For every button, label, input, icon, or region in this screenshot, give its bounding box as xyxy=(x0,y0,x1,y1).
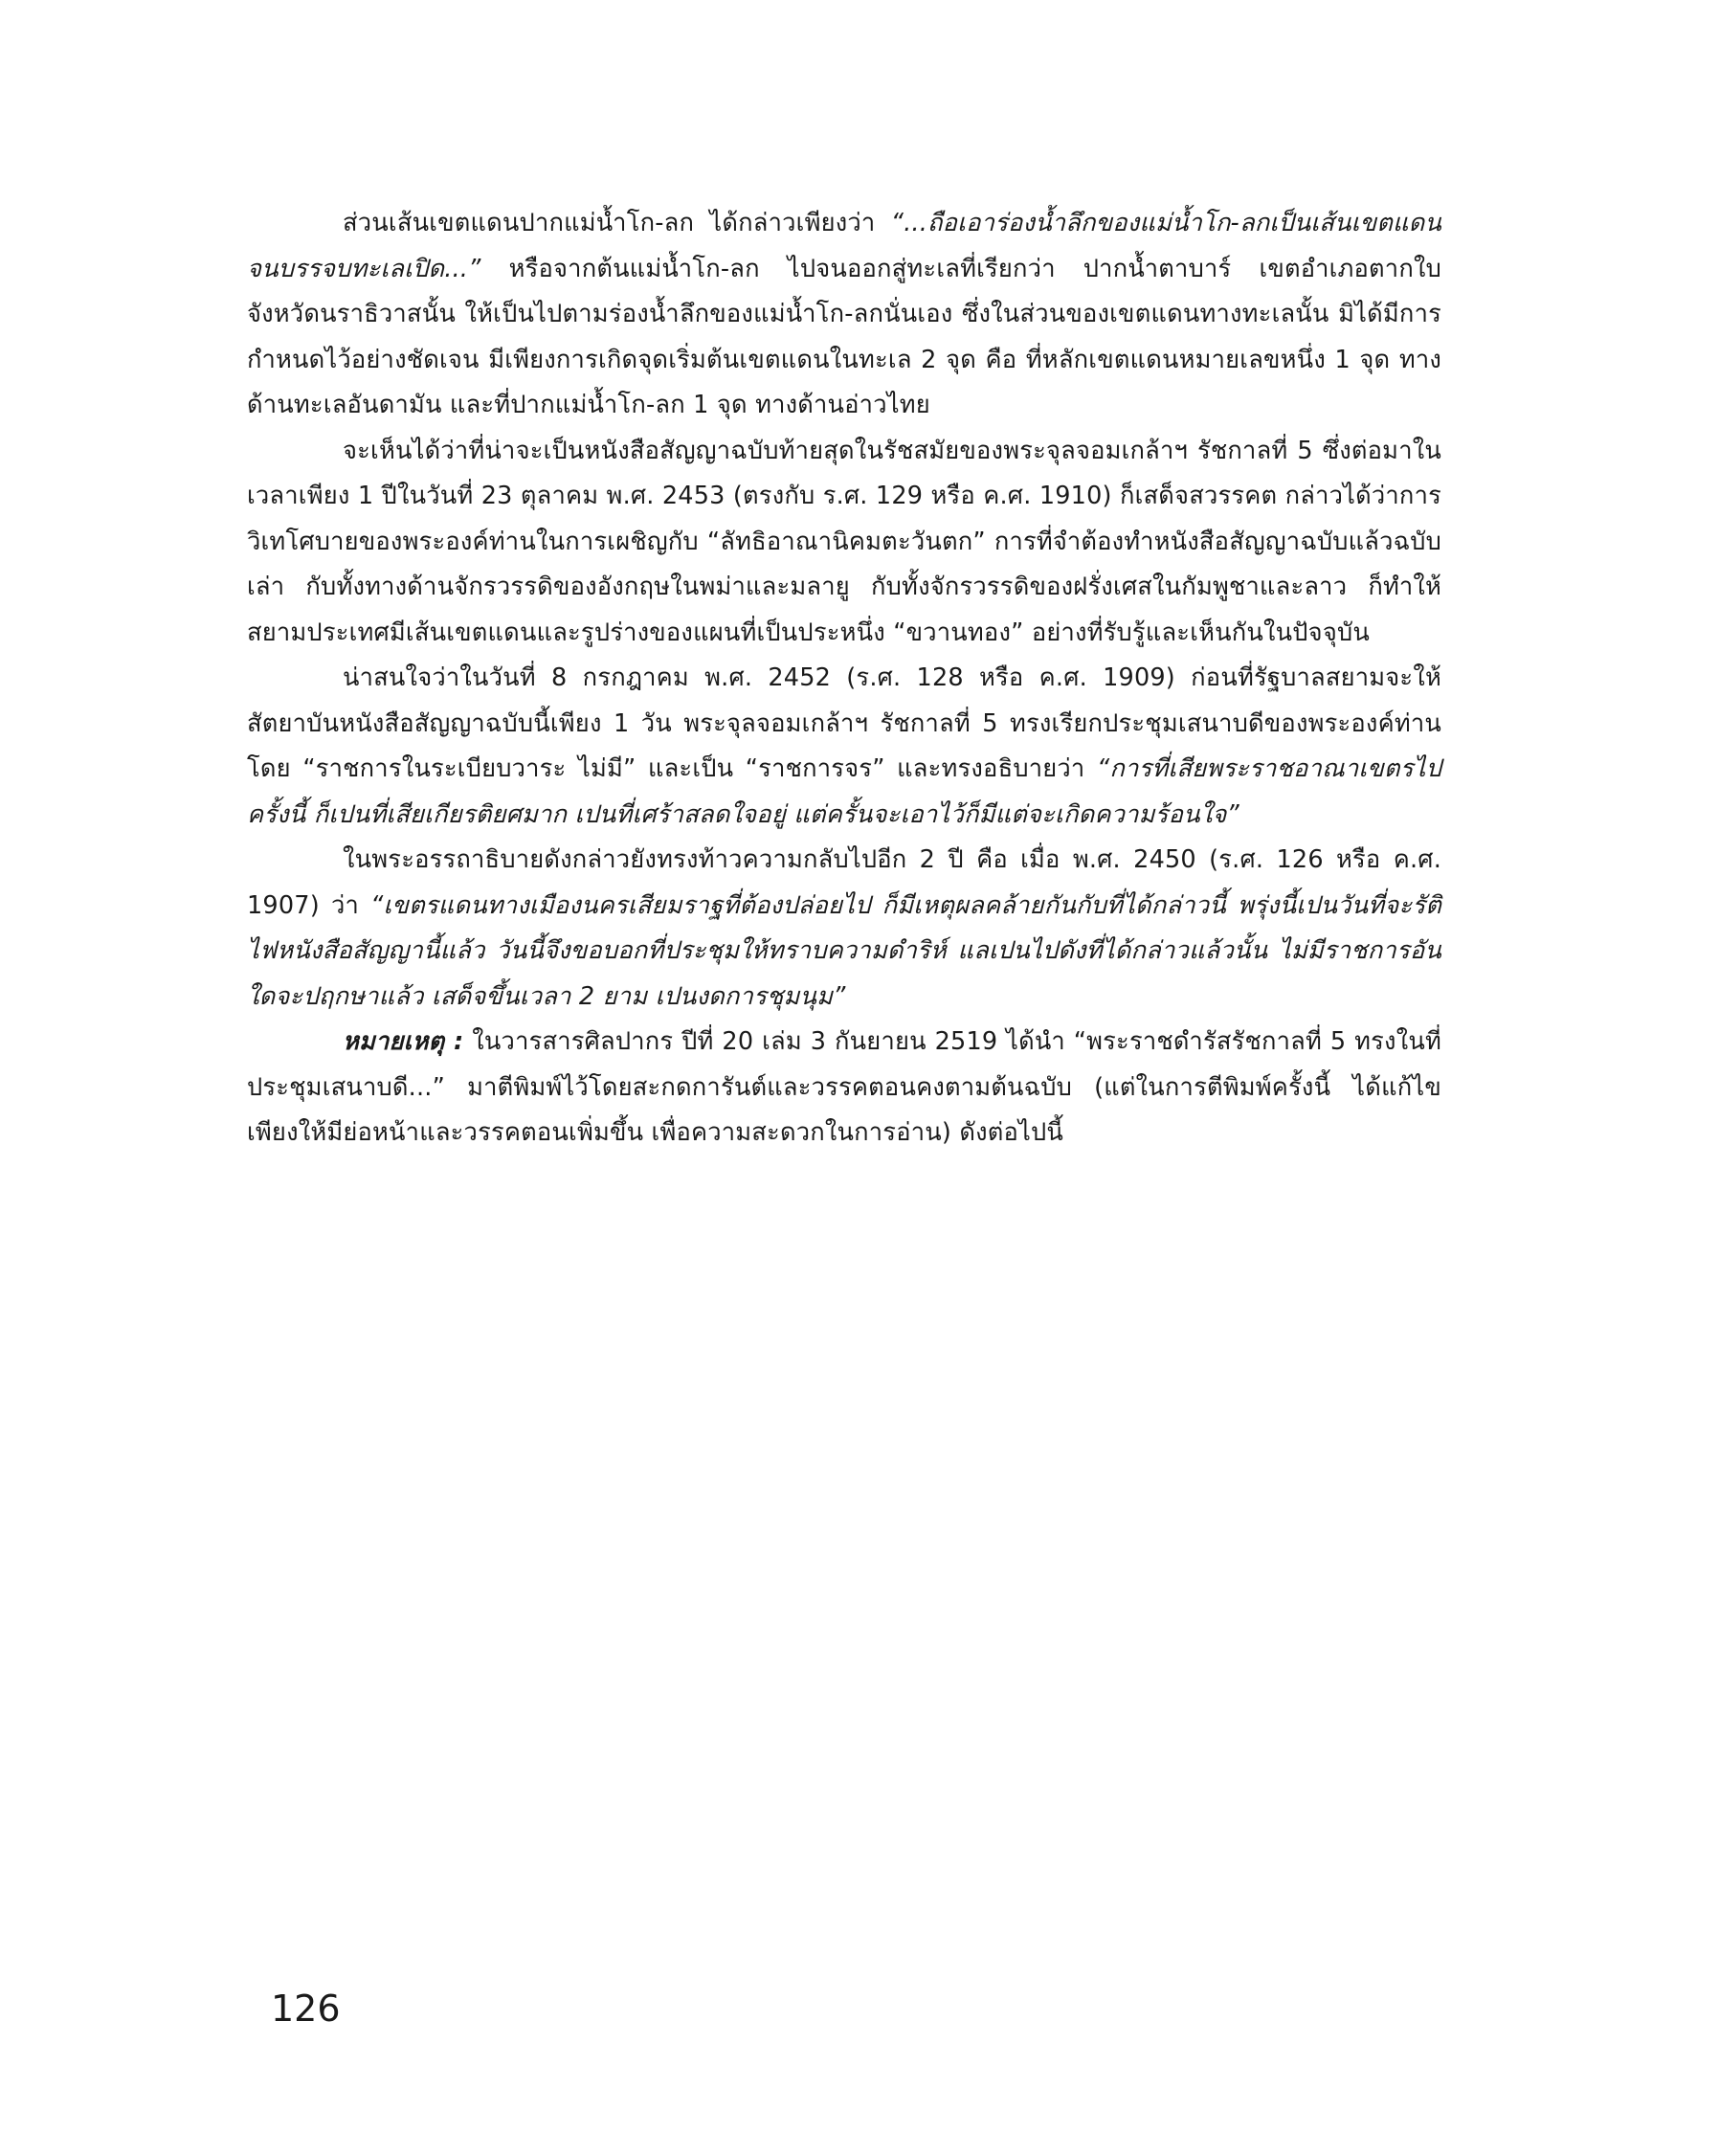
paragraph-last-treaty xyxy=(247,429,1441,657)
paragraph-note xyxy=(247,1020,1441,1157)
quote-italic: “เขตรแดนทางเมืองนครเสียมราฐที่ต้องปล่อยไป ก็มีเหตุผลคล้ายกันกับที่ได้กล่าวนี้ พรุ่งนี้เปนวันที่จะรัติไฟหนังสือสัญญานี้แล้ว วันนี้จึงขอบอกที่ประชุมให้ทราบความดำริห์ แลเปนไปดังที่ได้กล่าวแล้วนั้น ไม่มีราชการอันใดจะปฤกษาแล้ว เสด็จขึ้นเวลา 2 ยาม เปนงดการชุมนุม” xyxy=(247,890,1441,1011)
paragraph-council-meeting xyxy=(247,656,1441,838)
paragraph-text: ในวารสารศิลปากร ปีที่ 20 เล่ม 3 กันยายน 2519 ได้นำ “พระราชดำรัสรัชกาลที่ 5 ทรงในที่ประชุมเสนาบดี...” มาตีพิมพ์ไว้โดยสะกดการันต์และวรรคตอนคงตามต้นฉบับ (แต่ในการตีพิมพ์ครั้งนี้ ได้แก้ไขเพียงให้มีย่อหน้าและวรรคตอนเพิ่มขึ้น เพื่อความสะดวกในการอ่าน) ดังต่อไปนี้ xyxy=(247,1027,1442,1147)
paragraph-text: หรือจากต้นแม่น้ำโก-ลก ไปจนออกสู่ทะเลที่เรียกว่า ปากน้ำตาบาร์ เขตอำเภอตากใบ จังหวัดนราธิวาสนั้น ให้เป็นไปตามร่องน้ำลึกของแม่น้ำโก-ลกนั่นเอง ซึ่งในส่วนของเขตแดนทางทะเลนั้น มิได้มีการกำหนดไว้อย่างชัดเจน มีเพียงการเกิดจุดเริ่มต้นเขตแดนในทะเล 2 จุด คือ ที่หลักเขตแดนหมายเลขหนึ่ง 1 จุด ทางด้านทะเลอันดามัน และที่ปากแม่น้ำโก-ลก 1 จุด ทางด้านอ่าวไทย xyxy=(247,254,1441,419)
paragraph-golok-boundary xyxy=(247,201,1441,429)
paragraph-text: ในพระอรรถาธิบายดังกล่าวยังทรงท้าวความกลับไปอีก 2 ปี คือ เมื่อ พ.ศ. 2450 (ร.ศ. 126 หรือ ค.ศ. 1907) ว่า xyxy=(247,845,1441,920)
paragraph-royal-explanation xyxy=(247,838,1441,1020)
note-label: หมายเหตุ : xyxy=(343,1027,464,1056)
quote-italic: “การที่เสียพระราชอาณาเขตรไปครั้งนี้ ก็เปนที่เสียเกียรติยศมาก เปนที่เศร้าสลดใจอยู่ แต่ครั้นจะเอาไว้ก็มีแต่จะเกิดความร้อนใจ” xyxy=(247,754,1441,829)
paragraph-text: ส่วนเส้นเขตแดนปากแม่น้ำโก-ลก ได้กล่าวเพียงว่า xyxy=(343,209,891,237)
paragraph-text: จะเห็นได้ว่าที่น่าจะเป็นหนังสือสัญญาฉบับท้ายสุดในรัชสมัยของพระจุลจอมเกล้าฯ รัชกาลที่ 5 ซึ่งต่อมาในเวลาเพียง 1 ปีในวันที่ 23 ตุลาคม พ.ศ. 2453 (ตรงกับ ร.ศ. 129 หรือ ค.ศ. 1910) ก็เสด็จสวรรคต กล่าวได้ว่าการวิเทโศบายของพระองค์ท่านในการเผชิญกับ “ลัทธิอาณานิคมตะวันตก” การที่จำต้องทำหนังสือสัญญาฉบับแล้วฉบับเล่า กับทั้งทางด้านจักรวรรดิของอังกฤษในพม่าและมลายู กับทั้งจักรวรรดิของฝรั่งเศสในกัมพูชาและลาว ก็ทำให้สยามประเทศมีเส้นเขตแดนและรูปร่างของแผนที่เป็นประหนึ่ง “ขวานทอง” อย่างที่รับรู้และเห็นกันในปัจจุบัน xyxy=(247,436,1441,647)
body-text xyxy=(247,201,1441,1157)
quote-italic: “...ถือเอาร่องน้ำลึกของแม่น้ำโก-ลกเป็นเส้นเขตแดนจนบรรจบทะเลเปิด...” xyxy=(247,209,1441,283)
paragraph-text: น่าสนใจว่าในวันที่ 8 กรกฎาคม พ.ศ. 2452 (ร.ศ. 128 หรือ ค.ศ. 1909) ก่อนที่รัฐบาลสยามจะให้สัตยาบันหนังสือสัญญาฉบับนี้เพียง 1 วัน พระจุลจอมเกล้าฯ รัชกาลที่ 5 ทรงเรียกประชุมเสนาบดีของพระองค์ท่าน โดย “ราชการในระเบียบวาระ ไม่มี” และเป็น “ราชการจร” และทรงอธิบายว่า xyxy=(247,663,1441,783)
page-number: 126 xyxy=(271,1988,341,2030)
